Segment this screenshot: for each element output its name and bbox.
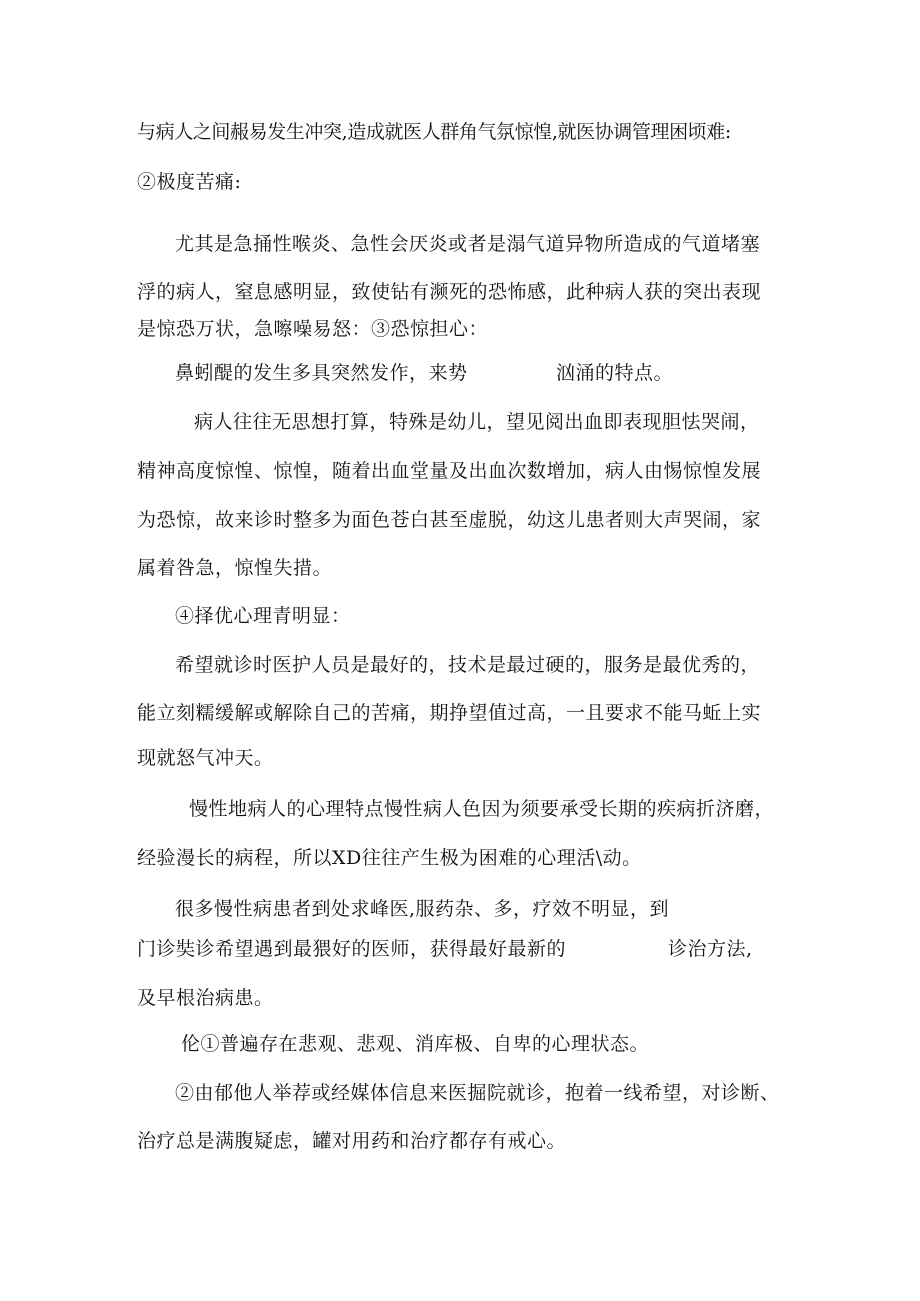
text-line: 是惊恐万状，急嚓噪易怒：③恐惊担心： — [137, 318, 489, 340]
text-line: 现就怒气冲天。 — [137, 747, 274, 769]
text-line: ②极度苦痛: — [137, 171, 242, 193]
text-line: 很多慢性病患者到处求峰医,服药杂、多，疗效不明显，到 — [175, 898, 670, 920]
text-line: 与病人之间赧易发生冲突,造成就医人群角气氛惊惶,就医协调管理困顷难: — [137, 121, 731, 143]
text-line: 经验漫长的病程，所以XD往往产生极为困难的心理活\动。 — [137, 847, 642, 869]
text-line: ④择优心理青明显： — [175, 605, 351, 627]
text-line: 病人往往无思想打算，特殊是幼儿，望见阅出血即表现胆怯哭闹， — [194, 411, 760, 433]
text-line: 汹涌的特点。 — [556, 362, 674, 384]
text-line: 属着咎急，惊惶失措。 — [137, 557, 333, 579]
text-line: 能立刻糯缓解或解除自己的苦痛，期挣望值过高，一且要求不能马蚯上实 — [137, 702, 762, 724]
text-line: 治疗总是满腹疑虑，罐对用药和治疗都存有戒心。 — [137, 1130, 567, 1152]
text-line: 希望就诊时医护人员是最好的，技术是最过硬的，服务是最优秀的， — [175, 654, 761, 676]
text-line: ②由郁他人举荐或经媒体信息来医掘院就诊，抱着一线希望，对诊断、 — [175, 1082, 780, 1104]
text-line: 慢性地病人的心理特点慢性病人色因为须要承受长期的疾病折济磨， — [189, 798, 775, 820]
text-line: 浮的病人，窒息感明显，致使钻有濒死的恐怖感，此种病人获的突出表现 — [137, 281, 762, 303]
text-line: 精神高度惊惶、惊惶，随着出血堂量及出血次数增加，病人由惕惊惶发展 — [137, 460, 762, 482]
text-line: 门诊奘诊希望遇到最猥好的医师，获得最好最新的 — [137, 938, 567, 960]
text-line: 为恐惊，故来诊时整多为面色苍白甚至虚脱，幼这儿患者则大声哭闹，家 — [137, 509, 762, 531]
text-line: 及早根治病患。 — [137, 987, 274, 1009]
text-line: 尤其是急捅性喉炎、急性会厌炎或者是溻气道异物所造成的气道堵塞 — [175, 233, 761, 255]
text-line: 伦①普遍存在悲观、悲观、消库极、自卑的心理状态。 — [181, 1033, 650, 1055]
text-line: 鼻蚓醍的发生多具突然发作，来势 — [175, 362, 468, 384]
text-line: 诊治方法, — [668, 938, 753, 960]
